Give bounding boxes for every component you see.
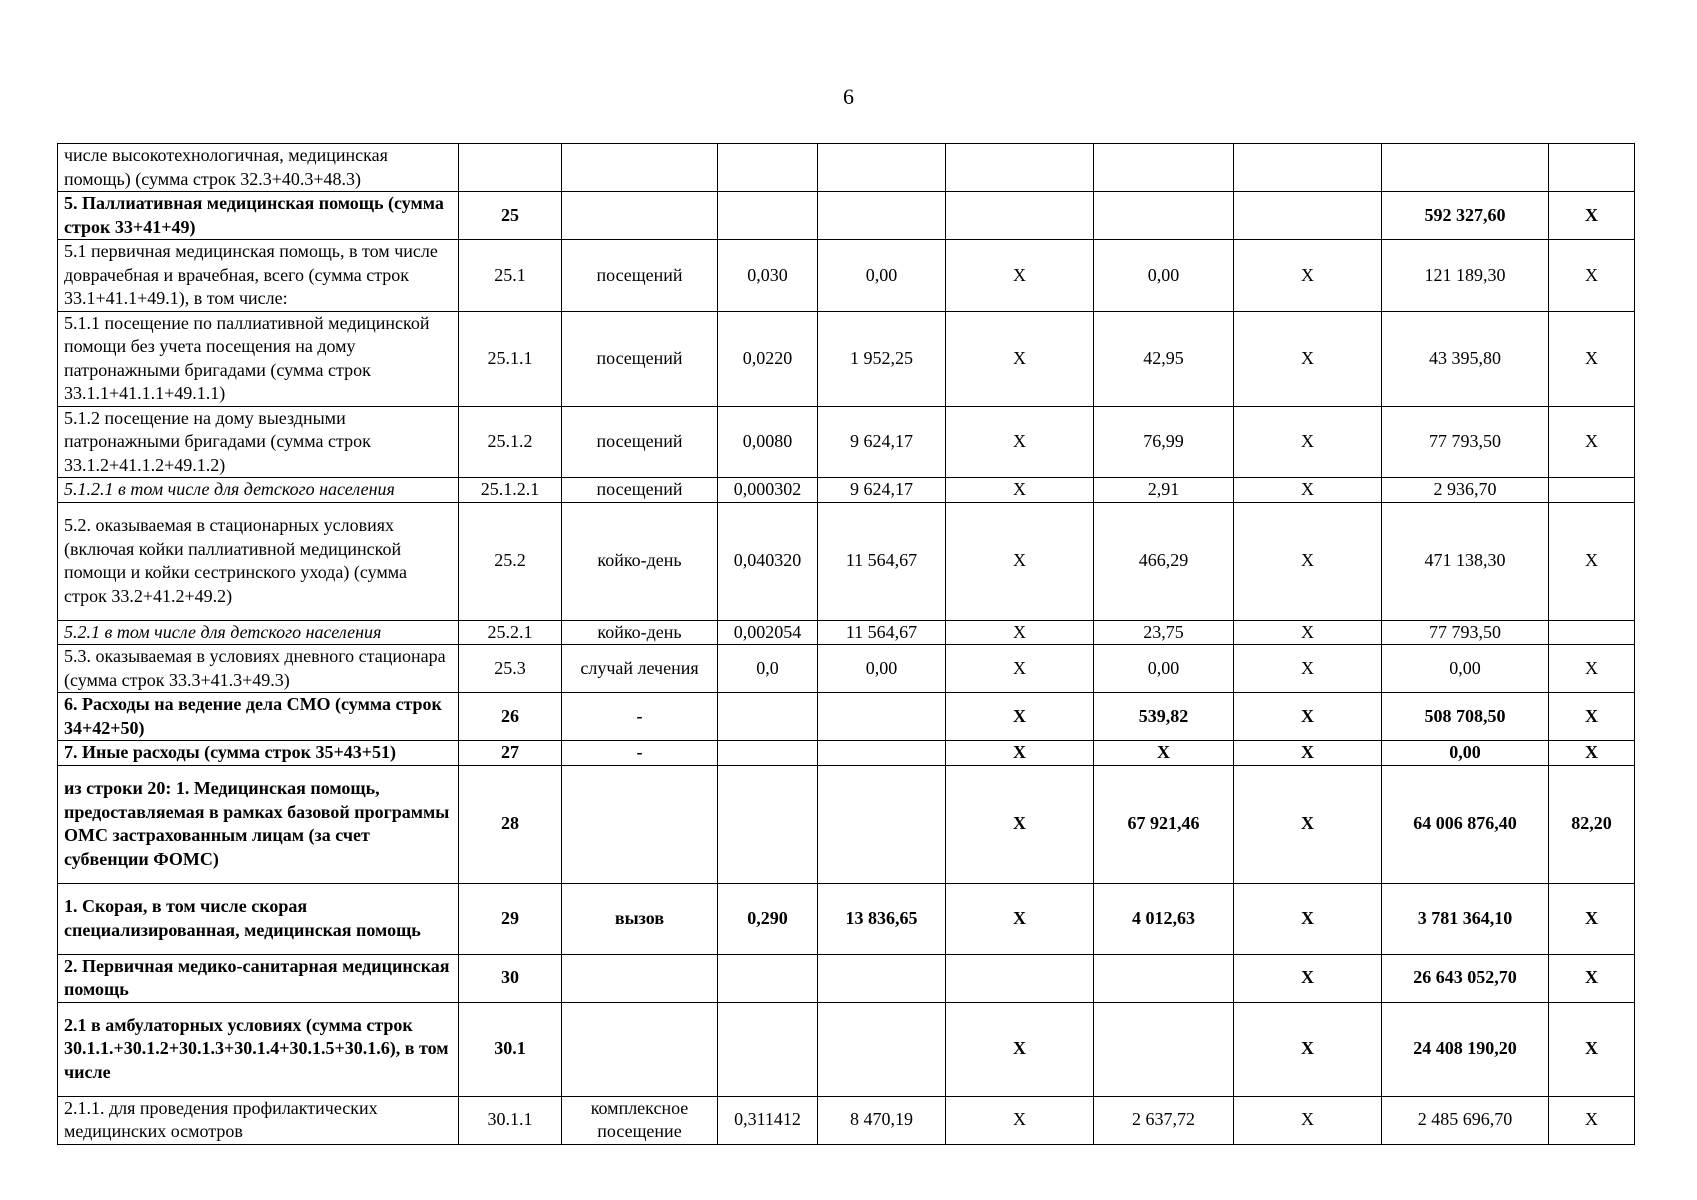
col-8-cell	[1234, 192, 1382, 240]
share-percent-cell	[1549, 144, 1635, 192]
unit-of-measure-cell: -	[562, 693, 718, 741]
col-6-cell: X	[946, 645, 1094, 693]
unit-cost-cell	[818, 954, 946, 1002]
col-8-cell: X	[1234, 478, 1382, 503]
per-capita-norm-cell: 67 921,46	[1094, 765, 1234, 883]
share-percent-cell: X	[1549, 192, 1635, 240]
col-6-cell	[946, 954, 1094, 1002]
total-cost-cell: 2 936,70	[1382, 478, 1549, 503]
col-6-cell: X	[946, 406, 1094, 478]
row-name-cell: 2.1 в амбулаторных условиях (сумма строк 30.1.1.+30.1.2+30.1.3+30.1.4+30.1.5+30.1.6), в том числе	[58, 1002, 459, 1096]
row-name-cell: 5.2.1 в том числе для детского населения	[58, 620, 459, 645]
col-6-cell: X	[946, 502, 1094, 620]
volume-norm-cell	[718, 1002, 818, 1096]
unit-cost-cell: 13 836,65	[818, 883, 946, 954]
total-cost-cell: 77 793,50	[1382, 620, 1549, 645]
row-code-cell: 25	[459, 192, 562, 240]
table-row	[58, 883, 1635, 954]
col-8-cell: X	[1234, 1002, 1382, 1096]
per-capita-norm-cell	[1094, 192, 1234, 240]
col-8-cell: X	[1234, 406, 1382, 478]
unit-of-measure-cell: койко-день	[562, 502, 718, 620]
total-cost-cell: 77 793,50	[1382, 406, 1549, 478]
row-name-cell: 6. Расходы на ведение дела СМО (сумма строк 34+42+50)	[58, 693, 459, 741]
table-row	[58, 192, 1635, 240]
volume-norm-cell: 0,0	[718, 645, 818, 693]
row-code-cell: 25.1.1	[459, 311, 562, 406]
table-row	[58, 954, 1635, 1002]
col-8-cell: X	[1234, 502, 1382, 620]
col-8-cell: X	[1234, 883, 1382, 954]
row-code-cell: 25.2.1	[459, 620, 562, 645]
table-row	[58, 311, 1635, 406]
unit-of-measure-cell: посещений	[562, 311, 718, 406]
unit-cost-cell: 11 564,67	[818, 502, 946, 620]
row-name-cell: 5.1.2 посещение на дому выездными патронажными бригадами (сумма строк 33.1.2+41.1.2+49.1.2)	[58, 406, 459, 478]
table-row	[58, 1002, 1635, 1096]
per-capita-norm-cell	[1094, 954, 1234, 1002]
volume-norm-cell	[718, 192, 818, 240]
row-code-cell: 25.1	[459, 240, 562, 312]
unit-of-measure-cell: посещений	[562, 240, 718, 312]
unit-cost-cell: 1 952,25	[818, 311, 946, 406]
unit-cost-cell: 8 470,19	[818, 1096, 946, 1144]
volume-norm-cell: 0,0080	[718, 406, 818, 478]
row-code-cell: 28	[459, 765, 562, 883]
total-cost-cell: 508 708,50	[1382, 693, 1549, 741]
unit-cost-cell: 9 624,17	[818, 406, 946, 478]
row-name-cell: из строки 20: 1. Медицинская помощь, предоставляемая в рамках базовой программы ОМС застрахованным лицам (за счет субвенции ФОМС)	[58, 765, 459, 883]
volume-norm-cell	[718, 765, 818, 883]
share-percent-cell: X	[1549, 502, 1635, 620]
total-cost-cell: 471 138,30	[1382, 502, 1549, 620]
unit-of-measure-cell: посещений	[562, 406, 718, 478]
table-row	[58, 144, 1635, 192]
unit-cost-cell	[818, 144, 946, 192]
unit-cost-cell	[818, 741, 946, 766]
col-6-cell: X	[946, 741, 1094, 766]
unit-of-measure-cell: комплексное посещение	[562, 1096, 718, 1144]
col-6-cell: X	[946, 693, 1094, 741]
table-row	[58, 478, 1635, 503]
share-percent-cell: X	[1549, 311, 1635, 406]
volume-norm-cell	[718, 693, 818, 741]
col-8-cell: X	[1234, 645, 1382, 693]
per-capita-norm-cell: 0,00	[1094, 645, 1234, 693]
share-percent-cell	[1549, 478, 1635, 503]
row-name-cell: 2.1.1. для проведения профилактических медицинских осмотров	[58, 1096, 459, 1144]
per-capita-norm-cell: 2 637,72	[1094, 1096, 1234, 1144]
row-name-cell: 5.1 первичная медицинская помощь, в том числе доврачебная и врачебная, всего (сумма строк 33.1+41.1+49.1), в том числе:	[58, 240, 459, 312]
row-name-cell: 2. Первичная медико-санитарная медицинская помощь	[58, 954, 459, 1002]
table-row	[58, 502, 1635, 620]
unit-cost-cell	[818, 765, 946, 883]
share-percent-cell: X	[1549, 406, 1635, 478]
col-6-cell: X	[946, 765, 1094, 883]
per-capita-norm-cell: 4 012,63	[1094, 883, 1234, 954]
row-name-cell: 7. Иные расходы (сумма строк 35+43+51)	[58, 741, 459, 766]
share-percent-cell: X	[1549, 883, 1635, 954]
per-capita-norm-cell: 2,91	[1094, 478, 1234, 503]
volume-norm-cell: 0,002054	[718, 620, 818, 645]
total-cost-cell: 26 643 052,70	[1382, 954, 1549, 1002]
share-percent-cell: X	[1549, 645, 1635, 693]
col-8-cell: X	[1234, 693, 1382, 741]
unit-of-measure-cell	[562, 954, 718, 1002]
row-code-cell: 30.1.1	[459, 1096, 562, 1144]
table-row	[58, 406, 1635, 478]
table-row	[58, 1096, 1635, 1144]
total-cost-cell	[1382, 144, 1549, 192]
col-8-cell: X	[1234, 311, 1382, 406]
total-cost-cell: 64 006 876,40	[1382, 765, 1549, 883]
col-6-cell: X	[946, 620, 1094, 645]
unit-of-measure-cell	[562, 765, 718, 883]
row-code-cell: 25.1.2.1	[459, 478, 562, 503]
row-code-cell: 25.3	[459, 645, 562, 693]
table-row	[58, 620, 1635, 645]
unit-cost-cell: 0,00	[818, 240, 946, 312]
total-cost-cell: 0,00	[1382, 645, 1549, 693]
volume-norm-cell	[718, 741, 818, 766]
total-cost-cell: 592 327,60	[1382, 192, 1549, 240]
share-percent-cell	[1549, 620, 1635, 645]
total-cost-cell: 0,00	[1382, 741, 1549, 766]
volume-norm-cell: 0,030	[718, 240, 818, 312]
per-capita-norm-cell: 23,75	[1094, 620, 1234, 645]
total-cost-cell: 24 408 190,20	[1382, 1002, 1549, 1096]
row-name-cell: 5. Паллиативная медицинская помощь (сумма строк 33+41+49)	[58, 192, 459, 240]
col-6-cell	[946, 144, 1094, 192]
per-capita-norm-cell: X	[1094, 741, 1234, 766]
row-name-cell: числе высокотехнологичная, медицинская помощь) (сумма строк 32.3+40.3+48.3)	[58, 144, 459, 192]
col-8-cell: X	[1234, 765, 1382, 883]
total-cost-cell: 121 189,30	[1382, 240, 1549, 312]
row-name-cell: 5.3. оказываемая в условиях дневного стационара (сумма строк 33.3+41.3+49.3)	[58, 645, 459, 693]
unit-cost-cell	[818, 1002, 946, 1096]
col-6-cell: X	[946, 478, 1094, 503]
unit-cost-cell: 0,00	[818, 645, 946, 693]
col-6-cell: X	[946, 883, 1094, 954]
row-name-cell: 5.2. оказываемая в стационарных условиях (включая койки паллиативной медицинской помощи и койки сестринского ухода) (сумма строк 33.2+41.2+49.2)	[58, 502, 459, 620]
row-code-cell: 30	[459, 954, 562, 1002]
share-percent-cell: 82,20	[1549, 765, 1635, 883]
row-code-cell	[459, 144, 562, 192]
share-percent-cell: X	[1549, 741, 1635, 766]
per-capita-norm-cell: 466,29	[1094, 502, 1234, 620]
volume-norm-cell	[718, 954, 818, 1002]
unit-of-measure-cell: случай лечения	[562, 645, 718, 693]
unit-cost-cell: 11 564,67	[818, 620, 946, 645]
share-percent-cell: X	[1549, 954, 1635, 1002]
unit-of-measure-cell	[562, 192, 718, 240]
unit-of-measure-cell: вызов	[562, 883, 718, 954]
row-name-cell: 5.1.1 посещение по паллиативной медицинской помощи без учета посещения на дому патронажными бригадами (сумма строк 33.1.1+41.1.1+49.1.1)	[58, 311, 459, 406]
per-capita-norm-cell: 539,82	[1094, 693, 1234, 741]
volume-norm-cell: 0,040320	[718, 502, 818, 620]
share-percent-cell: X	[1549, 240, 1635, 312]
per-capita-norm-cell: 42,95	[1094, 311, 1234, 406]
row-name-cell: 5.1.2.1 в том числе для детского населения	[58, 478, 459, 503]
page-number: 6	[843, 84, 854, 109]
row-code-cell: 25.2	[459, 502, 562, 620]
row-code-cell: 25.1.2	[459, 406, 562, 478]
col-8-cell: X	[1234, 240, 1382, 312]
col-8-cell	[1234, 144, 1382, 192]
volume-norm-cell: 0,000302	[718, 478, 818, 503]
unit-of-measure-cell: койко-день	[562, 620, 718, 645]
col-6-cell: X	[946, 311, 1094, 406]
unit-of-measure-cell	[562, 1002, 718, 1096]
per-capita-norm-cell: 0,00	[1094, 240, 1234, 312]
share-percent-cell: X	[1549, 1096, 1635, 1144]
financing-table	[57, 143, 1635, 1145]
volume-norm-cell: 0,290	[718, 883, 818, 954]
unit-of-measure-cell: -	[562, 741, 718, 766]
per-capita-norm-cell	[1094, 1002, 1234, 1096]
total-cost-cell: 43 395,80	[1382, 311, 1549, 406]
col-6-cell: X	[946, 240, 1094, 312]
total-cost-cell: 3 781 364,10	[1382, 883, 1549, 954]
table-row	[58, 645, 1635, 693]
col-8-cell: X	[1234, 1096, 1382, 1144]
volume-norm-cell	[718, 144, 818, 192]
row-code-cell: 27	[459, 741, 562, 766]
col-6-cell	[946, 192, 1094, 240]
volume-norm-cell: 0,311412	[718, 1096, 818, 1144]
per-capita-norm-cell	[1094, 144, 1234, 192]
col-8-cell: X	[1234, 620, 1382, 645]
per-capita-norm-cell: 76,99	[1094, 406, 1234, 478]
unit-of-measure-cell	[562, 144, 718, 192]
table-row	[58, 240, 1635, 312]
col-8-cell: X	[1234, 741, 1382, 766]
row-code-cell: 26	[459, 693, 562, 741]
row-code-cell: 30.1	[459, 1002, 562, 1096]
share-percent-cell: X	[1549, 693, 1635, 741]
table-row	[58, 693, 1635, 741]
table-row	[58, 765, 1635, 883]
col-8-cell: X	[1234, 954, 1382, 1002]
row-name-cell: 1. Скорая, в том числе скорая специализированная, медицинская помощь	[58, 883, 459, 954]
table-row	[58, 741, 1635, 766]
col-6-cell: X	[946, 1002, 1094, 1096]
total-cost-cell: 2 485 696,70	[1382, 1096, 1549, 1144]
unit-cost-cell	[818, 192, 946, 240]
share-percent-cell: X	[1549, 1002, 1635, 1096]
unit-cost-cell: 9 624,17	[818, 478, 946, 503]
unit-cost-cell	[818, 693, 946, 741]
col-6-cell: X	[946, 1096, 1094, 1144]
unit-of-measure-cell: посещений	[562, 478, 718, 503]
volume-norm-cell: 0,0220	[718, 311, 818, 406]
row-code-cell: 29	[459, 883, 562, 954]
